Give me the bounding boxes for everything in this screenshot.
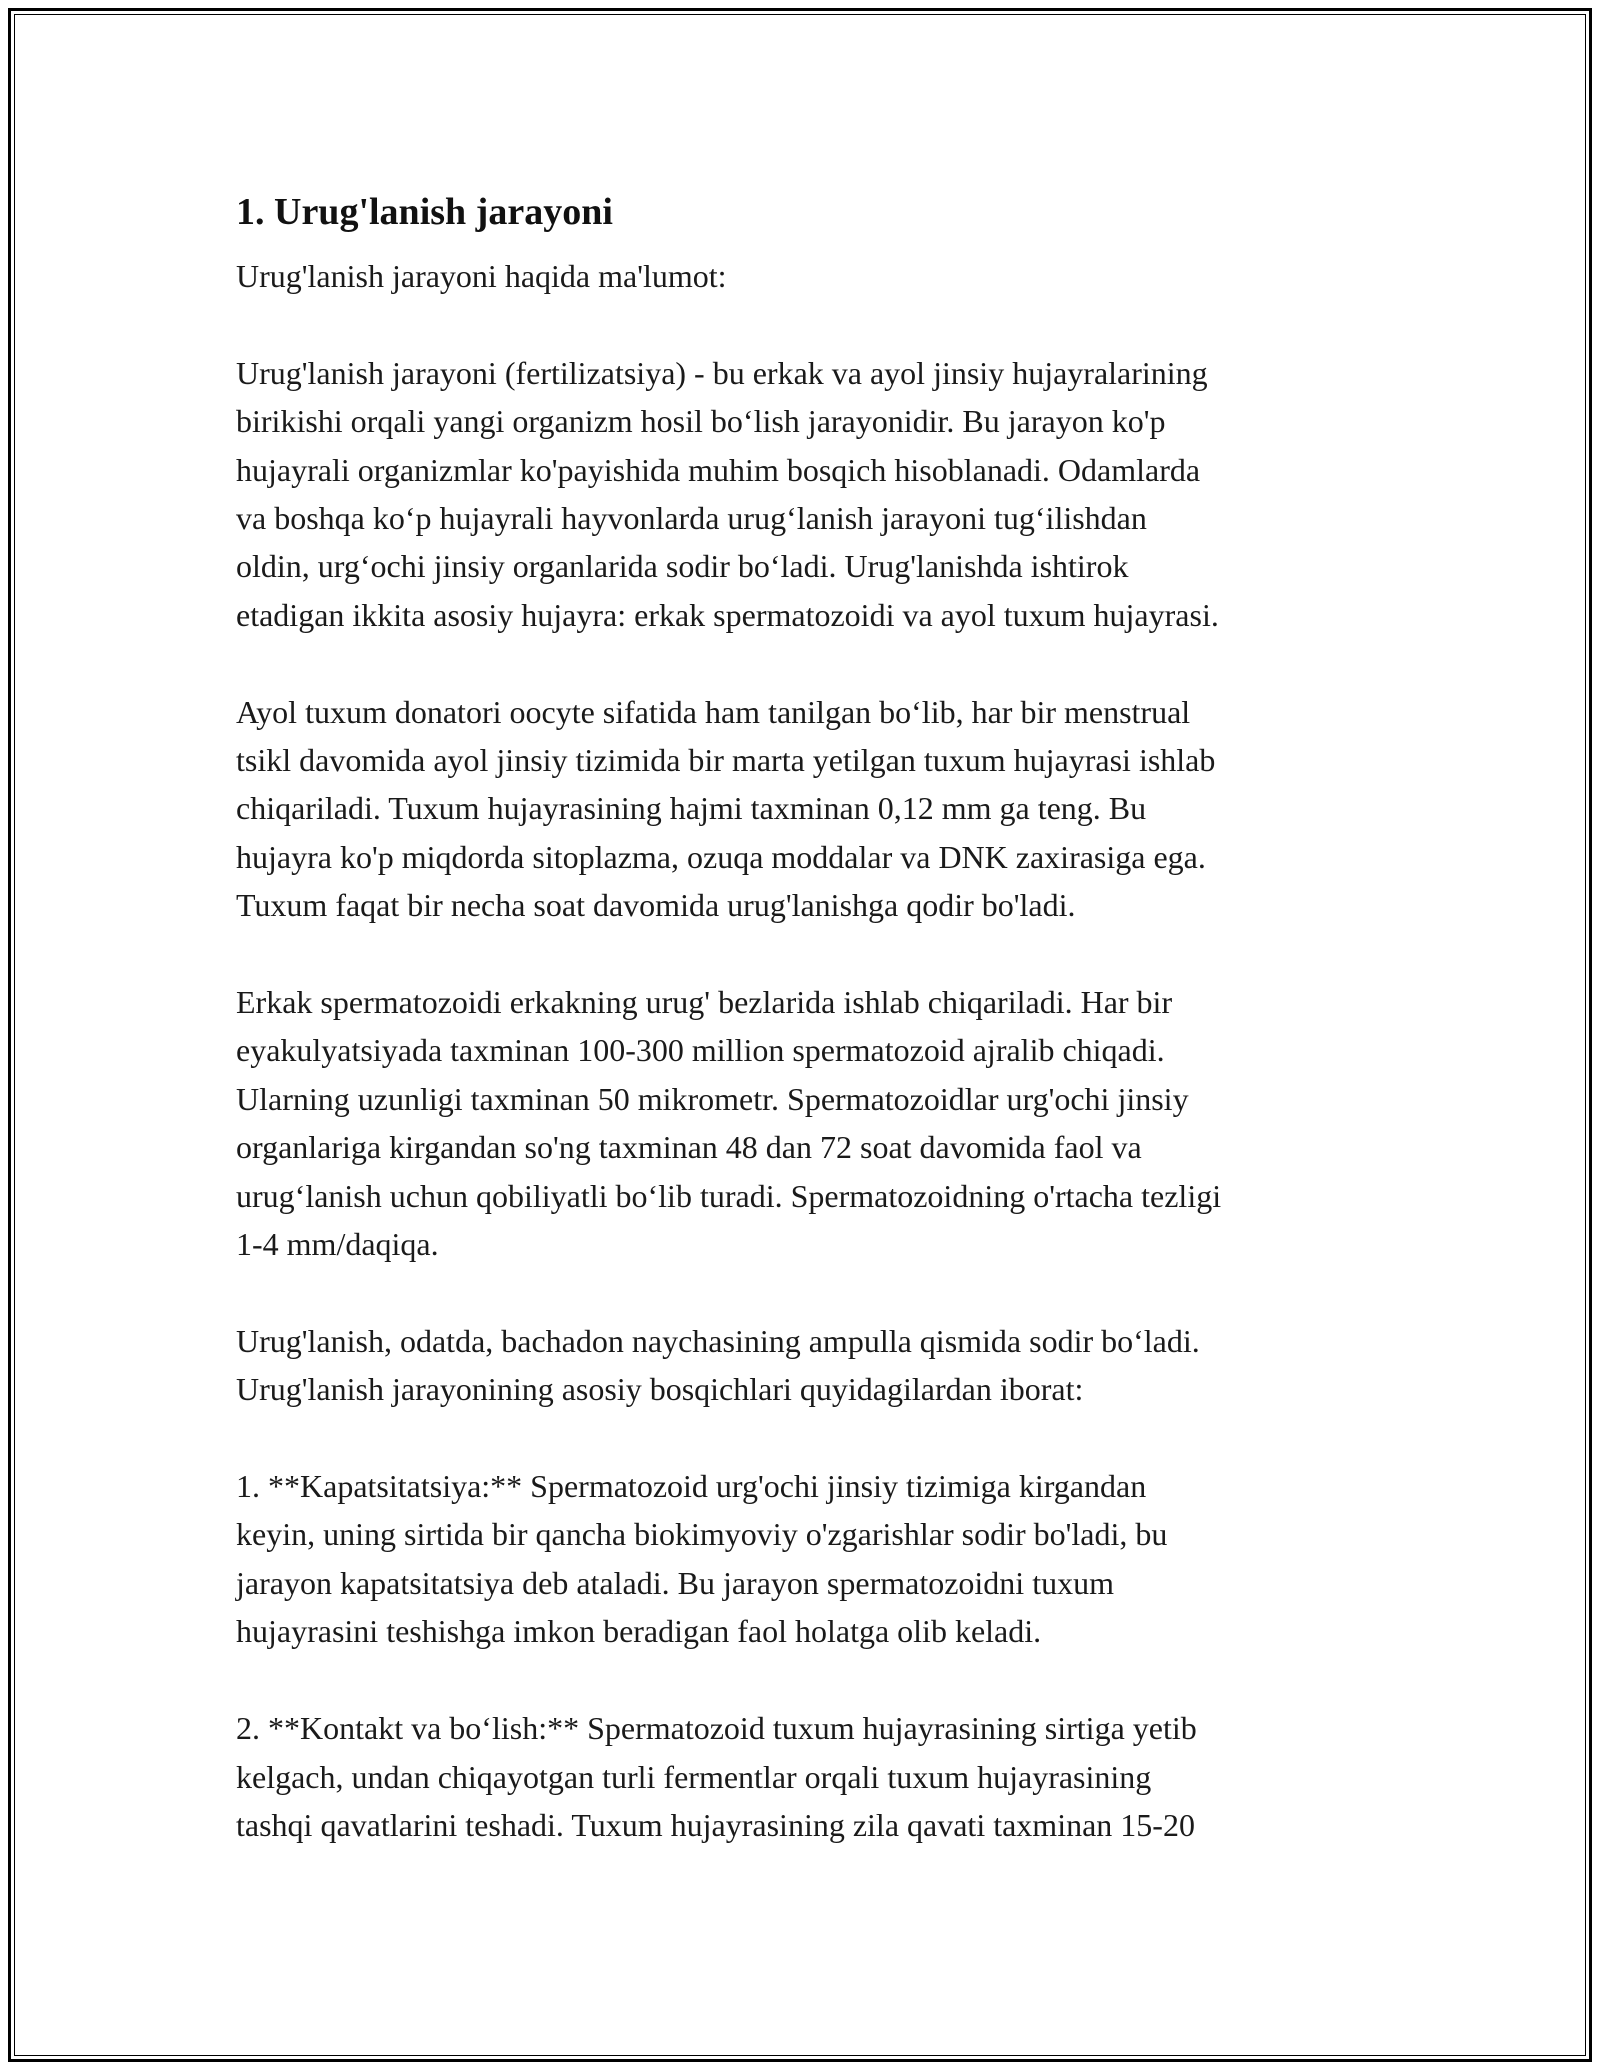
- paragraph-line: eyakulyatsiyada taxminan 100-300 million spermatozoid ajralib chiqadi.: [236, 1032, 1165, 1069]
- paragraph-line: etadigan ikkita asosiy hujayra: erkak spermatozoidi va ayol tuxum hujayrasi.: [236, 596, 1219, 633]
- paragraph-line: oldin, urg‘ochi jinsiy organlarida sodir bo‘ladi. Urug'lanishda ishtirok: [236, 548, 1129, 585]
- paragraph: [236, 688, 1386, 930]
- paragraph-line: Urug'lanish jarayoni (fertilizatsiya) - bu erkak va ayol jinsiy hujayralarining: [236, 354, 1208, 391]
- paragraph-line: jarayon kapatsitatsiya deb ataladi. Bu jarayon spermatozoidni tuxum: [236, 1564, 1114, 1601]
- paragraph: [236, 1462, 1386, 1656]
- paragraph-line: Urug'lanish jarayonining asosiy bosqichlari quyidagilardan iborat:: [236, 1371, 1084, 1408]
- paragraph-line: 2. **Kontakt va bo‘lish:** Spermatozoid tuxum hujayrasining sirtiga yetib: [236, 1710, 1197, 1747]
- paragraph-line: Urug'lanish, odatda, bachadon naychasining ampulla qismida sodir bo‘ladi.: [236, 1322, 1200, 1359]
- paragraph: [236, 978, 1386, 1268]
- paragraph: [236, 252, 1386, 300]
- paragraph-line: Ayol tuxum donatori oocyte sifatida ham tanilgan bo‘lib, har bir menstrual: [236, 693, 1191, 730]
- paragraph-line: keyin, uning sirtida bir qancha biokimyoviy o'zgarishlar sodir bo'ladi, bu: [236, 1516, 1168, 1553]
- paragraph-line: va boshqa ko‘p hujayrali hayvonlarda urug‘lanish jarayoni tug‘ilishdan: [236, 500, 1147, 537]
- paragraph-line: tashqi qavatlarini teshadi. Tuxum hujayrasining zila qavati taxminan 15-20: [236, 1806, 1195, 1843]
- document-body: [236, 252, 1386, 1849]
- document-page: [236, 186, 1386, 1898]
- paragraph-line: 1. **Kapatsitatsiya:** Spermatozoid urg'ochi jinsiy tizimiga kirgandan: [236, 1468, 1147, 1505]
- paragraph-line: kelgach, undan chiqayotgan turli fermentlar orqali tuxum hujayrasining: [236, 1758, 1152, 1795]
- document-title: 1. Urug'lanish jarayoni: [236, 191, 613, 233]
- paragraph: [236, 1317, 1386, 1414]
- paragraph-line: organlariga kirgandan so'ng taxminan 48 dan 72 soat davomida faol va: [236, 1129, 1142, 1166]
- paragraph-line: chiqariladi. Tuxum hujayrasining hajmi taxminan 0,12 mm ga teng. Bu: [236, 790, 1147, 827]
- paragraph-line: urug‘lanish uchun qobiliyatli bo‘lib turadi. Spermatozoidning o'rtacha tezligi: [236, 1177, 1222, 1214]
- paragraph: [236, 1704, 1386, 1849]
- paragraph-line: hujayra ko'p miqdorda sitoplazma, ozuqa moddalar va DNK zaxirasiga ega.: [236, 838, 1206, 875]
- paragraph-line: hujayrali organizmlar ko'payishida muhim bosqich hisoblanadi. Odamlarda: [236, 451, 1201, 488]
- paragraph-line: Tuxum faqat bir necha soat davomida urug'lanishga qodir bo'ladi.: [236, 887, 1076, 924]
- paragraph-line: 1-4 mm/daqiqa.: [236, 1226, 439, 1263]
- paragraph-line: Erkak spermatozoidi erkakning urug' bezlarida ishlab chiqariladi. Har bir: [236, 984, 1173, 1021]
- paragraph-line: hujayrasini teshishga imkon beradigan faol holatga olib keladi.: [236, 1613, 1042, 1650]
- paragraph-line: Ularning uzunligi taxminan 50 mikrometr. Spermatozoidlar urg'ochi jinsiy: [236, 1080, 1189, 1117]
- paragraph-line: Urug'lanish jarayoni haqida ma'lumot:: [236, 258, 727, 294]
- paragraph: [236, 349, 1386, 639]
- paragraph-line: tsikl davomida ayol jinsiy tizimida bir marta yetilgan tuxum hujayrasi ishlab: [236, 742, 1216, 779]
- paragraph-line: birikishi orqali yangi organizm hosil bo‘lish jarayonidir. Bu jarayon ko'p: [236, 403, 1166, 440]
